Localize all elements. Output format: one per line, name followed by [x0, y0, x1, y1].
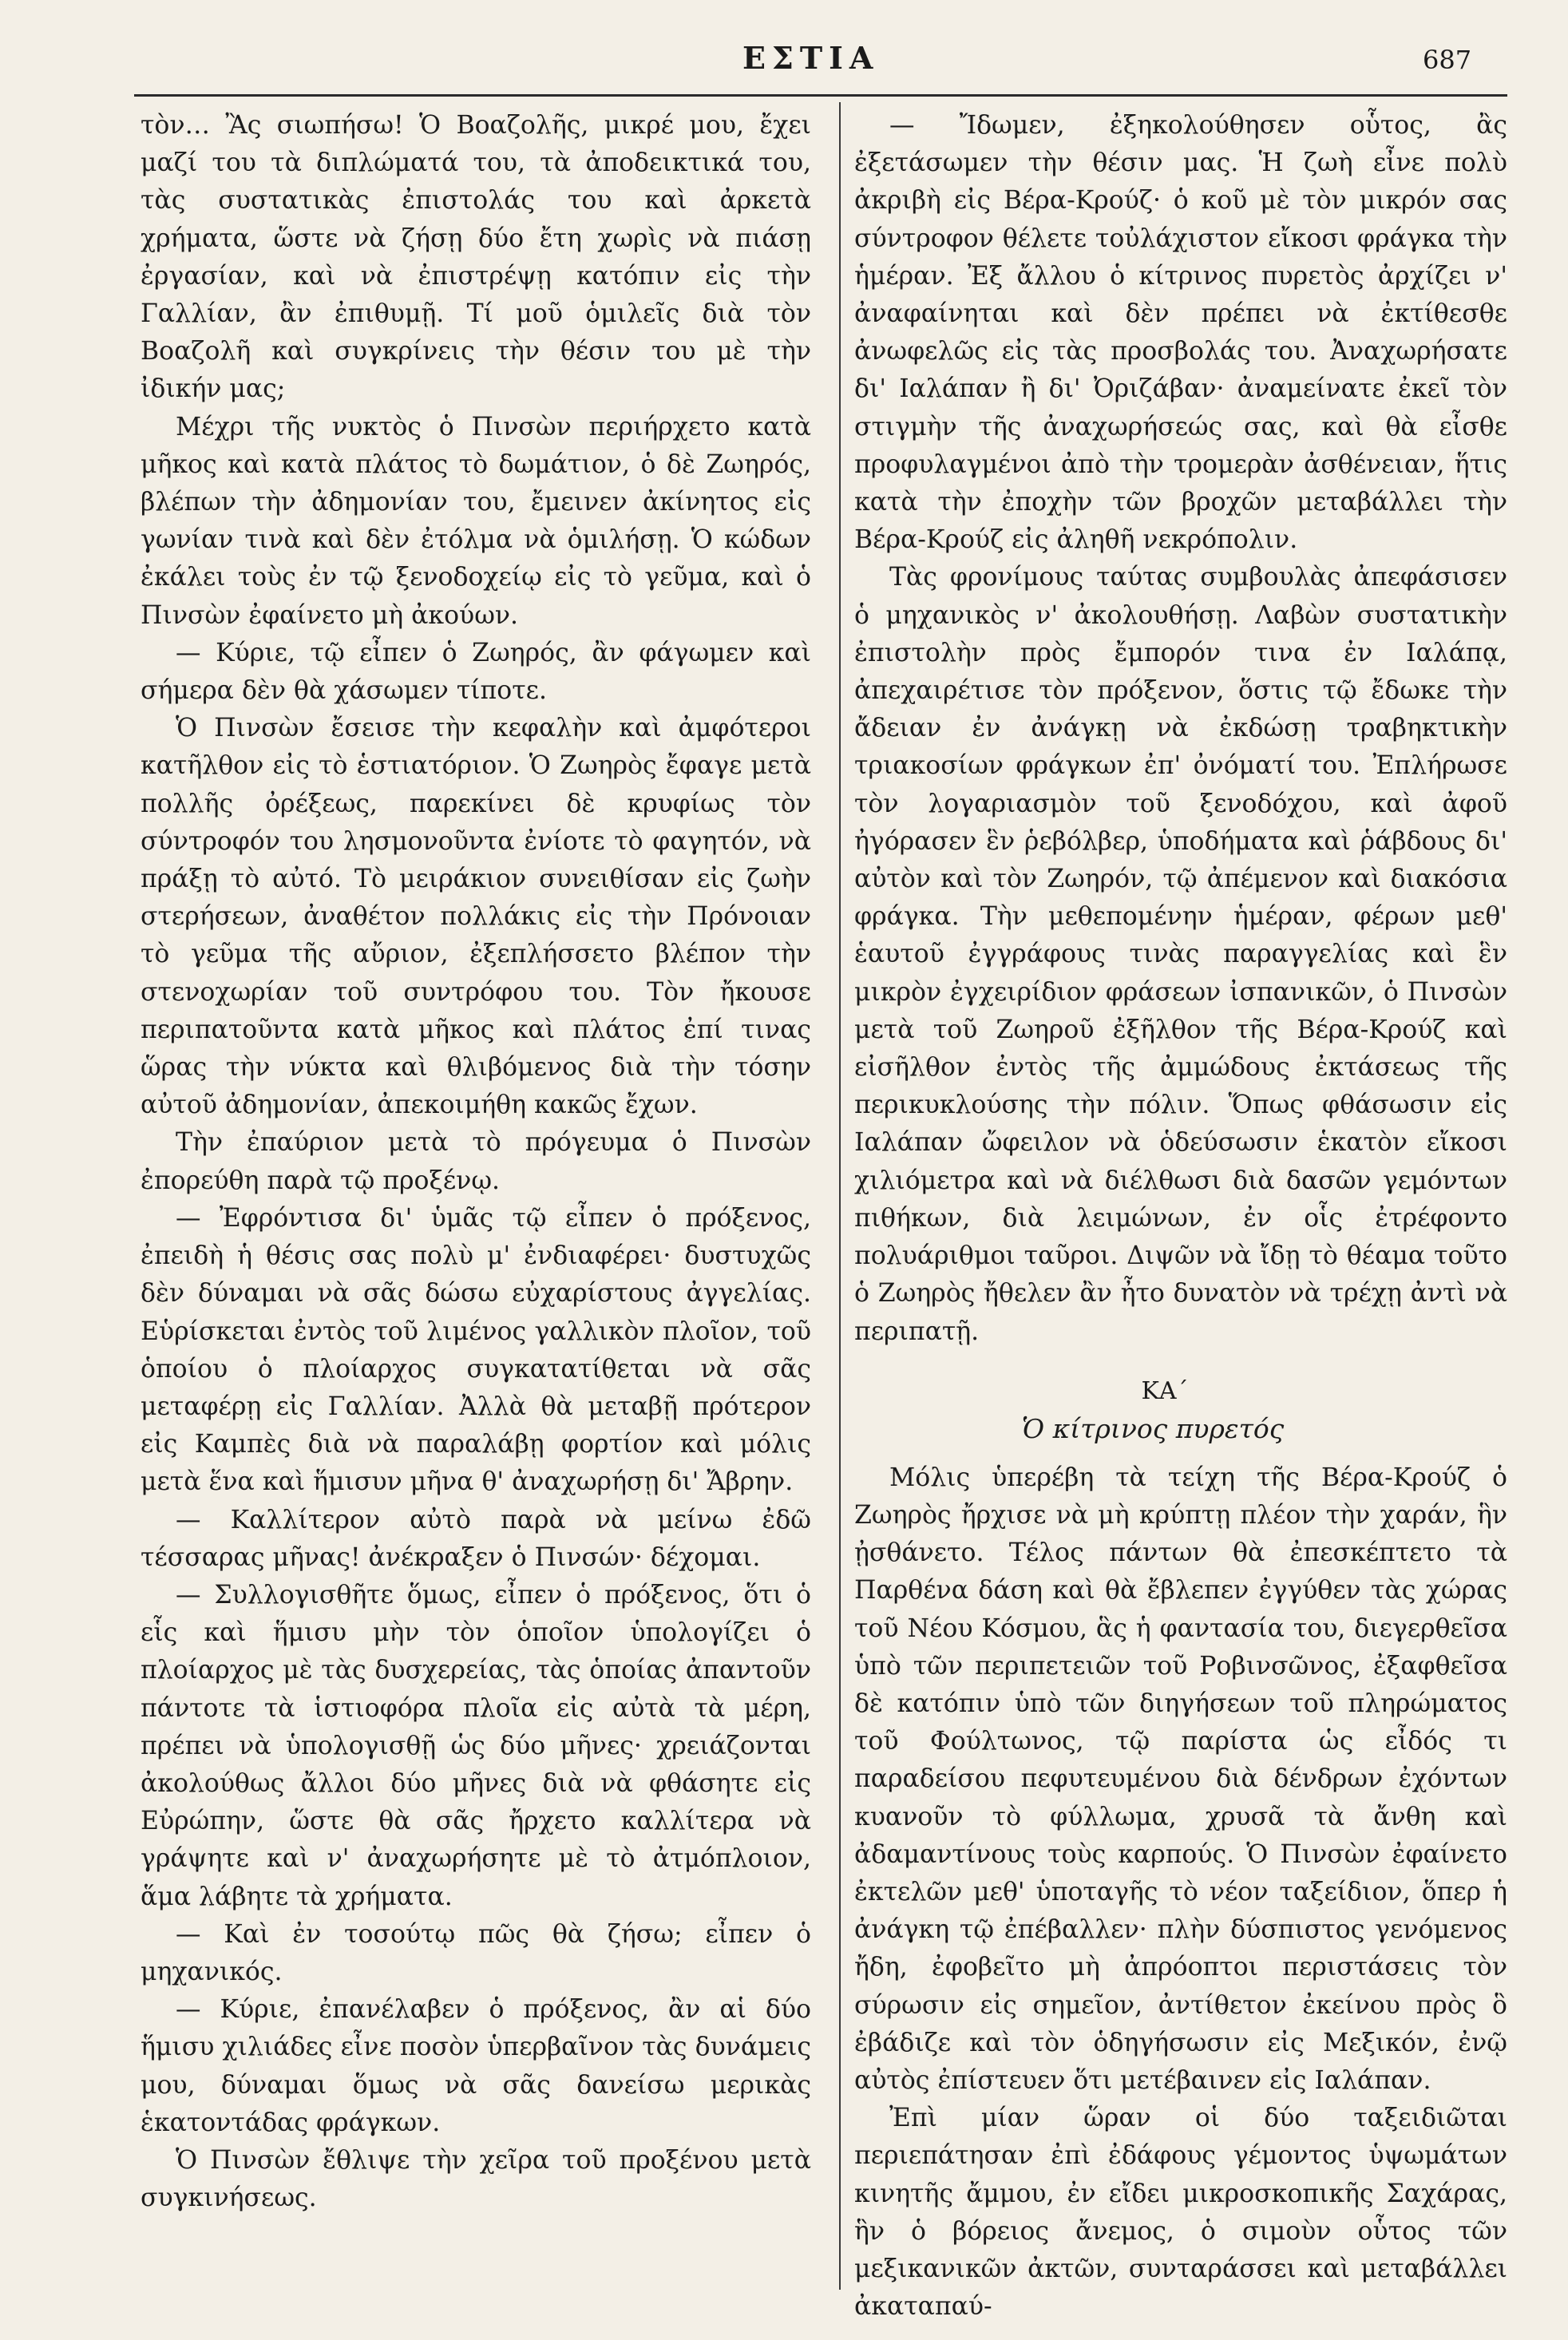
paragraph: — Ἴδωμεν, ἐξηκολούθησεν οὗτος, ἂς ἐξετάσωμεν τὴν θέσιν μας. Ἡ ζωὴ εἶνε πολὺ ἀκριβὴ εἰς Βέρα-Κρούζ· ὁ κοῦ μὲ τὸν μικρόν σας σύντροφον θέλετε τοὐλάχιστον εἴκοσι φράγκα τὴν ἡμέραν. Ἐξ ἄλλου ὁ κίτρινος πυρετὸς ἀρχίζει ν' ἀναφαίνηται καὶ δὲν πρέπει νὰ ἐκτίθεσθε ἀνωφελῶς εἰς τὰς προσβολάς του. Ἀναχωρήσατε δι' Ιαλάπαν ἢ δι' Ὀριζάβαν· ἀναμείνατε ἐκεῖ τὸν στιγμὴν τῆς ἀναχωρήσεώς σας, καὶ θὰ εἶσθε προφυλαγμένοι ἀπὸ τὴν τρομερὰν ἀσθένειαν, ἥτις κατὰ τὴν ἐποχὴν τῶν βροχῶν μεταβάλλει τὴν Βέρα-Κρούζ εἰς ἀληθῆ νεκρόπολιν.	[854, 111, 1507, 555]
paragraph: Ὁ Πινσὼν ἔθλιψε τὴν χεῖρα τοῦ προξένου μετὰ συγκινήσεως.	[141, 2145, 811, 2213]
paragraph: — Καὶ ἐν τοσούτῳ πῶς θὰ ζήσω; εἶπεν ὁ μηχανικός.	[141, 1919, 811, 1986]
chapter-title: Ὁ κίτρινος πυρετός	[1021, 1412, 1285, 1444]
paragraph: Μέχρι τῆς νυκτὸς ὁ Πινσὼν περιήρχετο κατὰ μῆκος καὶ κατὰ πλάτος τὸ δωμάτιον, ὁ δὲ Ζωηρός, βλέπων τὴν ἀδημονίαν του, ἔμεινεν ἀκίνητος εἰς γωνίαν τινὰ καὶ δὲν ἐτόλμα νὰ ὁμιλήσῃ. Ὁ κώδων ἐκάλει τοὺς ἐν τῷ ξενοδοχείῳ εἰς τὸ γεῦμα, καὶ ὁ Πινσὼν ἐφαίνετο μὴ ἀκούων.	[141, 412, 811, 630]
paragraph: Μόλις ὑπερέβη τὰ τείχη τῆς Βέρα-Κρούζ ὁ Ζωηρὸς ἤρχισε νὰ μὴ κρύπτῃ πλέον τὴν χαράν, ἣν ᾐσθάνετο. Τέλος πάντων θὰ ἐπεσκέπτετο τὰ Παρθένα δάση καὶ θὰ ἔβλεπεν ἐγγύθεν τὰς χώρας τοῦ Νέου Κόσμου, ἃς ἡ φαντασία του, διεγερθεῖσα ὑπὸ τῶν περιπετειῶν τοῦ Ροβινσῶνος, ἐξαφθεῖσα δὲ κατόπιν ὑπὸ τῶν διηγήσεων τοῦ πληρώματος τοῦ Φούλτωνος, τῷ παρίστα ὡς εἶδός τι παραδείσου πεφυτευμένου διὰ δένδρων ἐχόντων κυανοῦν τὸ φύλλωμα, χρυσᾶ τὰ ἄνθη καὶ ἀδαμαντίνους τοὺς καρπούς. Ὁ Πινσὼν ἐφαίνετο ἐκτελῶν μεθ' ὑποταγῆς τὸ νέον ταξείδιον, ὅπερ ἡ ἀνάγκη τῷ ἐπέβαλλεν· πλὴν δύσπιστος γενόμενος ἤδη, ἐφοβεῖτο μὴ ἀπρόοπτοι περιστάσεις τὸν σύρωσιν εἰς σημεῖον, ἀντίθετον ἐκείνου πρὸς ὃ ἐβάδιζε καὶ τὸν ὁδηγήσωσιν εἰς Μεξικόν, ἐνῷ αὐτὸς ἐπίστευεν ὅτι μετέβαινεν εἰς Ιαλάπαν.	[854, 1463, 1507, 2095]
journal-title: ΕΣΤΙΑ	[742, 40, 880, 76]
page-number: 687	[1423, 45, 1472, 75]
page-header	[0, 35, 1568, 83]
left-column	[141, 107, 811, 2217]
paragraph: Τὰς φρονίμους ταύτας συμβουλὰς ἀπεφάσισεν ὁ μηχανικὸς ν' ἀκολουθήσῃ. Λαβὼν συστατικὴν ἐπιστολὴν πρὸς ἔμπορόν τινα ἐν Ιαλάπᾳ, ἀπεχαιρέτισε τὸν πρόξενον, ὅστις τῷ ἔδωκε τὴν ἄδειαν ἐν ἀνάγκῃ νὰ ἐκδώσῃ τραβηκτικὴν τριακοσίων φράγκων ἐπ' ὀνόματί του. Ἐπλήρωσε τὸν λογαριασμὸν τοῦ ξενοδόχου, καὶ ἀφοῦ ἠγόρασεν ἓν ῥεβόλβερ, ὑποδήματα καὶ ῥάβδους δι' αὐτὸν καὶ τὸν Ζωηρόν, τῷ ἀπέμενον καὶ διακόσια φράγκα. Τὴν μεθεπομένην ἡμέραν, φέρων μεθ' ἑαυτοῦ ἐγγράφους τινὰς παραγγελίας καὶ ἓν μικρὸν ἐγχειρίδιον φράσεων ἰσπανικῶν, ὁ Πινσὼν μετὰ τοῦ Ζωηροῦ ἐξῆλθον τῆς Βέρα-Κρούζ καὶ εἰσῆλθον ἐντὸς τῆς ἀμμώδους ἐκτάσεως τῆς περικυκλούσης τὴν πόλιν. Ὅπως φθάσωσιν εἰς Ιαλάπαν ὤφειλον νὰ ὁδεύσωσιν ἑκατὸν εἴκοσι χιλιόμετρα καὶ νὰ διέλθωσι διὰ δασῶν γεμόντων πιθήκων, διὰ λειμώνων, ἐν οἷς ἐτρέφοντο πολυάριθμοι ταῦροι. Διψῶν νὰ ἴδῃ τὸ θέαμα τοῦτο ὁ Ζωηρὸς ἤθελεν ἂν ἦτο δυνατὸν νὰ τρέχῃ ἀντὶ νὰ περιπατῇ.	[854, 563, 1507, 1346]
paragraph: Τὴν ἐπαύριον μετὰ τὸ πρόγευμα ὁ Πινσὼν ἐπορεύθη παρὰ τῷ προξένῳ.	[141, 1128, 811, 1195]
right-column	[854, 107, 1507, 2326]
chapter-number: ΚΑ΄	[1141, 1376, 1189, 1405]
paragraph: — Κύριε, ἐπανέλαβεν ὁ πρόξενος, ἂν αἱ δύο ἥμισυ χιλιάδες εἶνε ποσὸν ὑπερβαῖνον τὰς δυνάμεις μου, δύναμαι ὅμως νὰ σᾶς δανείσω μερικὰς ἑκατοντάδας φράγκων.	[141, 1995, 811, 2137]
paragraph: — Κύριε, τῷ εἶπεν ὁ Ζωηρός, ἂν φάγωμεν καὶ σήμερα δὲν θὰ χάσωμεν τίποτε.	[141, 638, 811, 706]
paragraph: τὸν… Ἂς σιωπήσω! Ὁ Βοαζολῆς, μικρέ μου, ἔχει μαζί του τὰ διπλώματά του, τὰ ἀποδεικτικά του, τὰς συστατικὰς ἐπιστολάς του καὶ ἀρκετὰ χρήματα, ὥστε νὰ ζήσῃ δύο ἔτη χωρὶς νὰ πιάσῃ ἐργασίαν, καὶ νὰ ἐπιστρέψῃ κατόπιν εἰς τὴν Γαλλίαν, ἂν ἐπιθυμῇ. Τί μοῦ ὁμιλεῖς διὰ τὸν Βοαζολῆ καὶ συγκρίνεις τὴν θέσιν του μὲ τὴν ἰδικήν μας;	[141, 111, 811, 404]
paragraph: — Συλλογισθῆτε ὅμως, εἶπεν ὁ πρόξενος, ὅτι ὁ εἷς καὶ ἥμισυ μὴν τὸν ὁποῖον ὑπολογίζει ὁ πλοίαρχος μὲ τὰς δυσχερείας, τὰς ὁποίας ἀπαντοῦν πάντοτε τὰ ἱστιοφόρα πλοῖα εἰς αὐτὰ τὰ μέρη, πρέπει νὰ ὑπολογισθῇ ὡς δύο μῆνες· χρειάζονται ἀκολούθως ἄλλοι δύο μῆνες διὰ νὰ φθάσητε εἰς Εὐρώπην, ὥστε θὰ σᾶς ἤρχετο καλλίτερα νὰ γράψητε καὶ ν' ἀναχωρήσητε μὲ τὸ ἀτμόπλοιον, ἅμα λάβητε τὰ χρήματα.	[141, 1580, 811, 1911]
paragraph: Ἐπὶ μίαν ὥραν οἱ δύο ταξειδιῶται περιεπάτησαν ἐπὶ ἐδάφους γέμοντος ὑψωμάτων κινητῆς ἄμμου, ἐν εἴδει μικροσκοπικῆς Σαχάρας, ἣν ὁ βόρειος ἄνεμος, ὁ σιμοὺν οὗτος τῶν μεξικανικῶν ἀκτῶν, συνταράσσει καὶ μεταβάλλει ἀκαταπαύ-	[854, 2104, 1507, 2322]
column-divider	[839, 102, 841, 2290]
header-rule	[134, 94, 1507, 97]
paragraph: — Καλλίτερον αὐτὸ παρὰ νὰ μείνω ἐδῶ τέσσαρας μῆνας! ἀνέκραξεν ὁ Πινσών· δέχομαι.	[141, 1505, 811, 1572]
paragraph: — Ἐφρόντισα δι' ὑμᾶς τῷ εἶπεν ὁ πρόξενος, ἐπειδὴ ἡ θέσις σας πολὺ μ' ἐνδιαφέρει· δυστυχῶς δὲν δύναμαι νὰ σᾶς δώσω εὐχαρίστους ἀγγελίας. Εὑρίσκεται ἐντὸς τοῦ λιμένος γαλλικὸν πλοῖον, τοῦ ὁποίου ὁ πλοίαρχος συγκατατίθεται νὰ σᾶς μεταφέρῃ εἰς Γαλλίαν. Ἀλλὰ θὰ μεταβῇ πρότερον εἰς Καμπὲς διὰ νὰ παραλάβῃ φορτίον καὶ μόλις μετὰ ἕνα καὶ ἥμισυν μῆνα θ' ἀναχωρήσῃ δι' Ἄβρην.	[141, 1203, 811, 1497]
paragraph: Ὁ Πινσὼν ἔσεισε τὴν κεφαλὴν καὶ ἀμφότεροι κατῆλθον εἰς τὸ ἑστιατόριον. Ὁ Ζωηρὸς ἔφαγε μετὰ πολλῆς ὀρέξεως, παρεκίνει δὲ κρυφίως τὸν σύντροφόν του λησμονοῦντα ἐνίοτε τὸ φαγητόν, νὰ πράξῃ τὸ αὐτό. Τὸ μειράκιον συνειθίσαν εἰς ζωὴν στερήσεων, ἀναθέτον πολλάκις εἰς τὴν Πρόνοιαν τὸ γεῦμα τῆς αὔριον, ἐξεπλήσσετο βλέπον τὴν στενοχωρίαν τοῦ συντρόφου του. Τὸν ἤκουσε περιπατοῦντα κατὰ μῆκος καὶ πλάτος ἐπί τινας ὥρας τὴν νύκτα καὶ θλιβόμενος διὰ τὴν τόσην αὐτοῦ ἀδημονίαν, ἀπεκοιμήθη κακῶς ἔχων.	[141, 714, 811, 1120]
